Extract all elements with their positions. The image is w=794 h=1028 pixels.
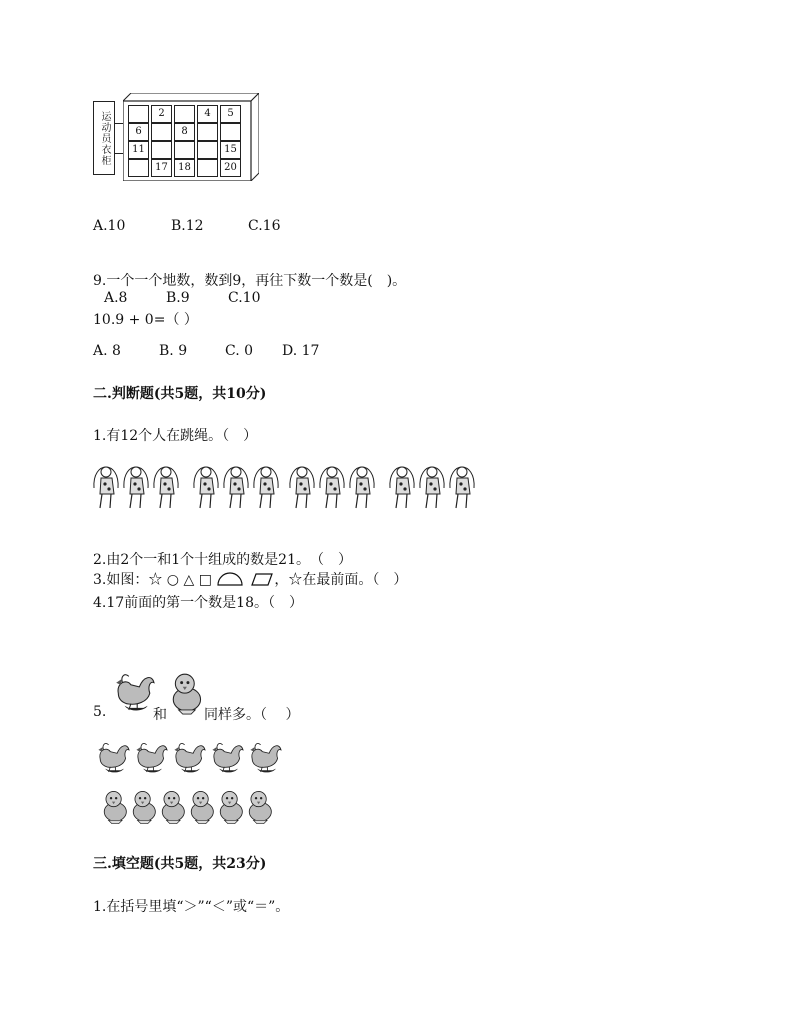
rooster-icon — [174, 743, 205, 772]
jump-rope-kid-icon — [94, 467, 118, 508]
locker-figure — [93, 93, 261, 183]
s2-q2-text: 2.由2个一和1个十组成的数是21。 （ ） — [93, 552, 352, 568]
rooster-icon — [212, 743, 243, 772]
rooster-row-figure — [95, 738, 285, 780]
locker-cell: 8 — [174, 123, 195, 141]
chick-icon — [220, 791, 242, 823]
locker-cell: 4 — [197, 105, 218, 123]
chick-icon — [249, 791, 271, 823]
q8-option-a: A.10 — [93, 218, 126, 234]
locker-cell: 11 — [128, 141, 149, 159]
q9-text: 9.一个一个地数，数到9，再往下数一个数是( )。 — [93, 273, 407, 289]
s2-q3-prefix: 3.如图：☆ ○ △ □ — [93, 572, 212, 588]
s2-q3-line — [93, 569, 407, 589]
s2-q4-text: 4.17前面的第一个数是18。（ ） — [93, 595, 303, 611]
q9-option-c: C.10 — [228, 290, 261, 306]
locker-cell: 17 — [151, 159, 172, 177]
q10-option-c: C. 0 — [225, 343, 254, 359]
chick-row-figure — [100, 788, 282, 832]
q10-option-d: D. 17 — [282, 343, 320, 359]
locker-cell: 5 — [220, 105, 241, 123]
locker-cell — [197, 123, 218, 141]
q8-option-c: C.16 — [248, 218, 281, 234]
section2-heading: 二.判断题(共5题，共10分) — [93, 386, 267, 402]
locker-cell: 2 — [151, 105, 172, 123]
jump-rope-kid-icon — [154, 467, 178, 508]
s2-q5-tail: 同样多。（ ） — [204, 707, 300, 723]
s2-q5-and: 和 — [153, 707, 167, 723]
q10-option-a: A. 8 — [93, 343, 121, 359]
locker-cell: 18 — [174, 159, 195, 177]
locker-label: 运动员衣柜 — [93, 101, 115, 175]
semicircle-icon — [218, 573, 242, 585]
jump-rope-kids-figure — [92, 458, 482, 514]
locker-cell: 15 — [220, 141, 241, 159]
chick-icon — [162, 791, 184, 823]
locker-cell — [151, 141, 172, 159]
q10-text: 10.9 + 0=（ ） — [93, 312, 198, 328]
locker-cell: 20 — [220, 159, 241, 177]
chick-icon — [191, 791, 213, 823]
rooster-icon — [136, 743, 167, 772]
jump-rope-kid-icon — [390, 467, 414, 508]
rooster-icon — [98, 743, 129, 772]
jump-rope-kid-icon — [420, 467, 444, 508]
locker-cell — [128, 105, 149, 123]
s2-q5-num: 5. — [93, 704, 107, 720]
s2-q3-suffix: ，☆在最前面。（ ） — [274, 572, 408, 588]
chick-icon — [168, 668, 204, 718]
semicircle-parallelogram-shapes — [216, 571, 274, 587]
rooster-icon — [250, 743, 281, 772]
jump-rope-kid-icon — [290, 467, 314, 508]
locker-cell — [220, 123, 241, 141]
chick-icon — [133, 791, 155, 823]
parallelogram-icon — [252, 574, 272, 585]
locker-cell — [197, 141, 218, 159]
locker-cell — [174, 141, 195, 159]
jump-rope-kid-icon — [254, 467, 278, 508]
q8-option-b: B.12 — [171, 218, 204, 234]
jump-rope-kid-icon — [450, 467, 474, 508]
rooster-icon — [112, 664, 156, 720]
locker-cell — [197, 159, 218, 177]
jump-rope-kid-icon — [320, 467, 344, 508]
jump-rope-kid-icon — [224, 467, 248, 508]
q9-option-b: B.9 — [166, 290, 190, 306]
locker-cell — [174, 105, 195, 123]
s3-q1-text: 1.在括号里填“＞”“＜”或“＝”。 — [93, 899, 290, 915]
locker-cell — [128, 159, 149, 177]
jump-rope-kid-icon — [124, 467, 148, 508]
jump-rope-kid-icon — [194, 467, 218, 508]
chick-icon — [104, 791, 126, 823]
s2-q1-text: 1.有12个人在跳绳。（ ） — [93, 428, 258, 444]
jump-rope-kid-icon — [350, 467, 374, 508]
locker-cell — [151, 123, 172, 141]
section3-heading: 三.填空题(共5题，共23分) — [93, 856, 267, 872]
q10-option-b: B. 9 — [159, 343, 188, 359]
q9-option-a: A.8 — [104, 290, 128, 306]
locker-cell: 6 — [128, 123, 149, 141]
